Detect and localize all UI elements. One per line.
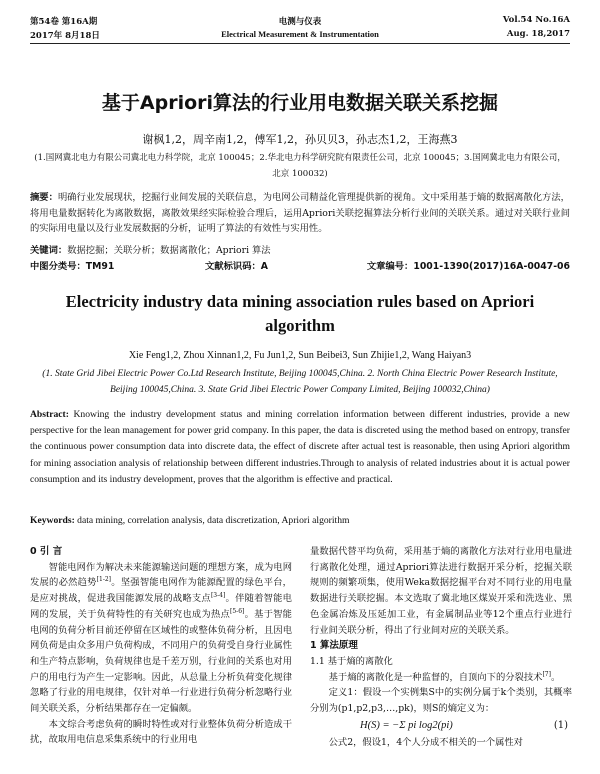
abstract-en-text: Knowing the industry development status and mining correlation information between different industries, provide a new perspective for the lean management for power grid company. In this paper, the data is discreted using the method based on entropy, transfer the continuous power consumption data into discrete data, the effect of discrete after actual test is reasonable, then using Apriori algorithm for mining association analysis of relationship between different industries.Through to analysis of related industries about it is actual power consumption and its industry development, proves that the algorithm is effective and practical.	[30, 409, 570, 485]
keywords-cn-text: 数据挖掘；关联分析；数据离散化；Apriori 算法	[67, 245, 271, 256]
section-heading-algorithm: 1 算法原理	[310, 640, 358, 652]
intro-paragraph-2: 本文综合考虑负荷的瞬时特性或对行业整体负荷分析造成干扰，故取用电信息采集系统中的行业用电	[30, 718, 292, 746]
affiliations-en: (1. State Grid Jibei Electric Power Co.Ltd Research Institute, Beijing 100045,China. 2. North China Electric Power Research Institute, Beijing 100045,China. 3. State Grid Jibei Electric Power Company Limited, Beijing 100032,China)	[42, 369, 558, 395]
authors-cn: 谢枫1,2，周辛南1,2，傅军1,2，孙贝贝3，孙志杰1,2，王海燕3	[142, 133, 458, 146]
journal-volume-en: Vol.54 No.16A	[502, 15, 570, 25]
paper-title-en: Electricity industry data mining association rules based on Apriori algorithm	[65, 292, 535, 335]
abstract-en-label: Abstract:	[30, 409, 69, 420]
entropy-paragraph: 基于熵的离散化是一种监督的，自顶向下的分裂技术[7]。	[328, 670, 561, 683]
right-column-trailing-line: 公式2，假设1，4个人分成不相关的一个属性对	[328, 736, 523, 748]
journal-date: 2017年 8月18日	[30, 31, 100, 41]
abstract-cn	[30, 190, 570, 237]
citation: [1-2]	[96, 576, 112, 584]
abstract-cn-label: 摘要：	[30, 192, 58, 203]
section-heading-introduction: 0 引 言	[30, 546, 63, 557]
clc-number: 中图分类号：TM91	[30, 261, 115, 272]
formula-expression: H(S) = −Σ pi log2(pi)	[360, 719, 453, 731]
document-code: 文献标识码：A	[205, 261, 268, 272]
subsection-heading-entropy: 1.1 基于熵的离散化	[310, 655, 393, 667]
definition-1: 定义1：假设一个实例集S中的实例分属于k个类别，其概率分别为(p1,p2,p3,…,pk)，则S的熵定义为：	[310, 687, 572, 715]
body-left-column	[30, 544, 292, 748]
keywords-cn	[30, 242, 570, 256]
authors-en: Xie Feng1,2, Zhou Xinnan1,2, Fu Jun1,2, Sun Beibei3, Sun Zhijie1,2, Wang Haiyan3	[128, 350, 472, 361]
keywords-en	[30, 515, 570, 526]
journal-volume: 第54卷 第16A期	[30, 17, 98, 27]
journal-date-en: Aug. 18,2017	[506, 29, 570, 39]
keywords-en-text: data mining, correlation analysis, data discretization, Apriori algorithm	[77, 515, 350, 526]
abstract-cn-text: 明确行业发展现状，挖掘行业间发展的关联信息，为电网公司精益化管理提供新的视角。文中采用基于熵的数据离散化方法，将用电量数据转化为离散数据，离散效果经实际检验合理后，运用Apriori关联挖掘算法分析行业间的关联关系。通过对关联行业间的实际用电量以及行业发展数据的分析，证明了算法的有效性与实用性。	[30, 192, 570, 234]
intro-paragraph-1: 智能电网作为解决未来能源输送问题的理想方案，成为电网发展的必然趋势[1-2]。坚强智能电网作为能源配置的绿色平台，是应对挑战，促进我国能源发展的战略支点[3-4]。伴随着智能电网的发展，关于负荷特性的有关研究也成为热点[5-6]。基于智能电网的负荷分析目前还停留在区域性的或整体负荷分析，且因电网负荷是由众多用户负荷构成，不同用户的负荷受自身行业属性和生产特点影响，负荷规律也是千差万别，行业间的关系也对用户的用电行为产生一定影响。因此，从总量上分析负荷变化规律忽略了行业的用电规律，仅针对单一行业进行负荷分析忽略行业间关联关系，分析结果都存在一定偏颇。	[30, 561, 292, 715]
citation: [3-4]	[210, 592, 226, 600]
journal-name-en: Electrical Measurement & Instrumentation	[221, 29, 379, 39]
entropy-formula	[310, 717, 572, 735]
paper-title-cn: 基于Apriori算法的行业用电数据关联关系挖掘	[101, 92, 499, 114]
journal-name-cn: 电测与仪表	[278, 17, 322, 27]
abstract-en	[30, 407, 570, 488]
formula-number: (1)	[553, 719, 568, 731]
keywords-en-label: Keywords:	[30, 515, 75, 526]
classification-row	[30, 258, 570, 272]
body-right-column	[310, 544, 572, 750]
citation: [7]	[542, 670, 551, 678]
article-number: 文章编号：1001-1390(2017)16A-0047-06	[366, 261, 570, 272]
header-rule	[30, 43, 570, 44]
keywords-cn-label: 关键词：	[30, 245, 68, 256]
citation: [5-6]	[230, 607, 245, 615]
intro-paragraph-continued: 量数据代替平均负荷，采用基于熵的离散化方法对行业用电量进行离散化处理，通过Apriori算法进行数据开采分析，挖掘关联规则的频繁项集，使用Weka数据挖掘平台对不同行业的用电量数据进行关联挖掘。本文选取了冀北地区煤炭开采和洗选业、黑色金属冶炼及压延加工业，有金属制品业等12个重点行业进行行业间关联分析，得出了行业间对应的关联关系。	[310, 546, 572, 636]
affiliations-cn: (1.国网冀北电力有限公司冀北电力科学院，北京 100045；2.华北电力科学研究院有限责任公司，北京 100045；3.国网冀北电力有限公司，北京 100032)	[34, 153, 566, 179]
